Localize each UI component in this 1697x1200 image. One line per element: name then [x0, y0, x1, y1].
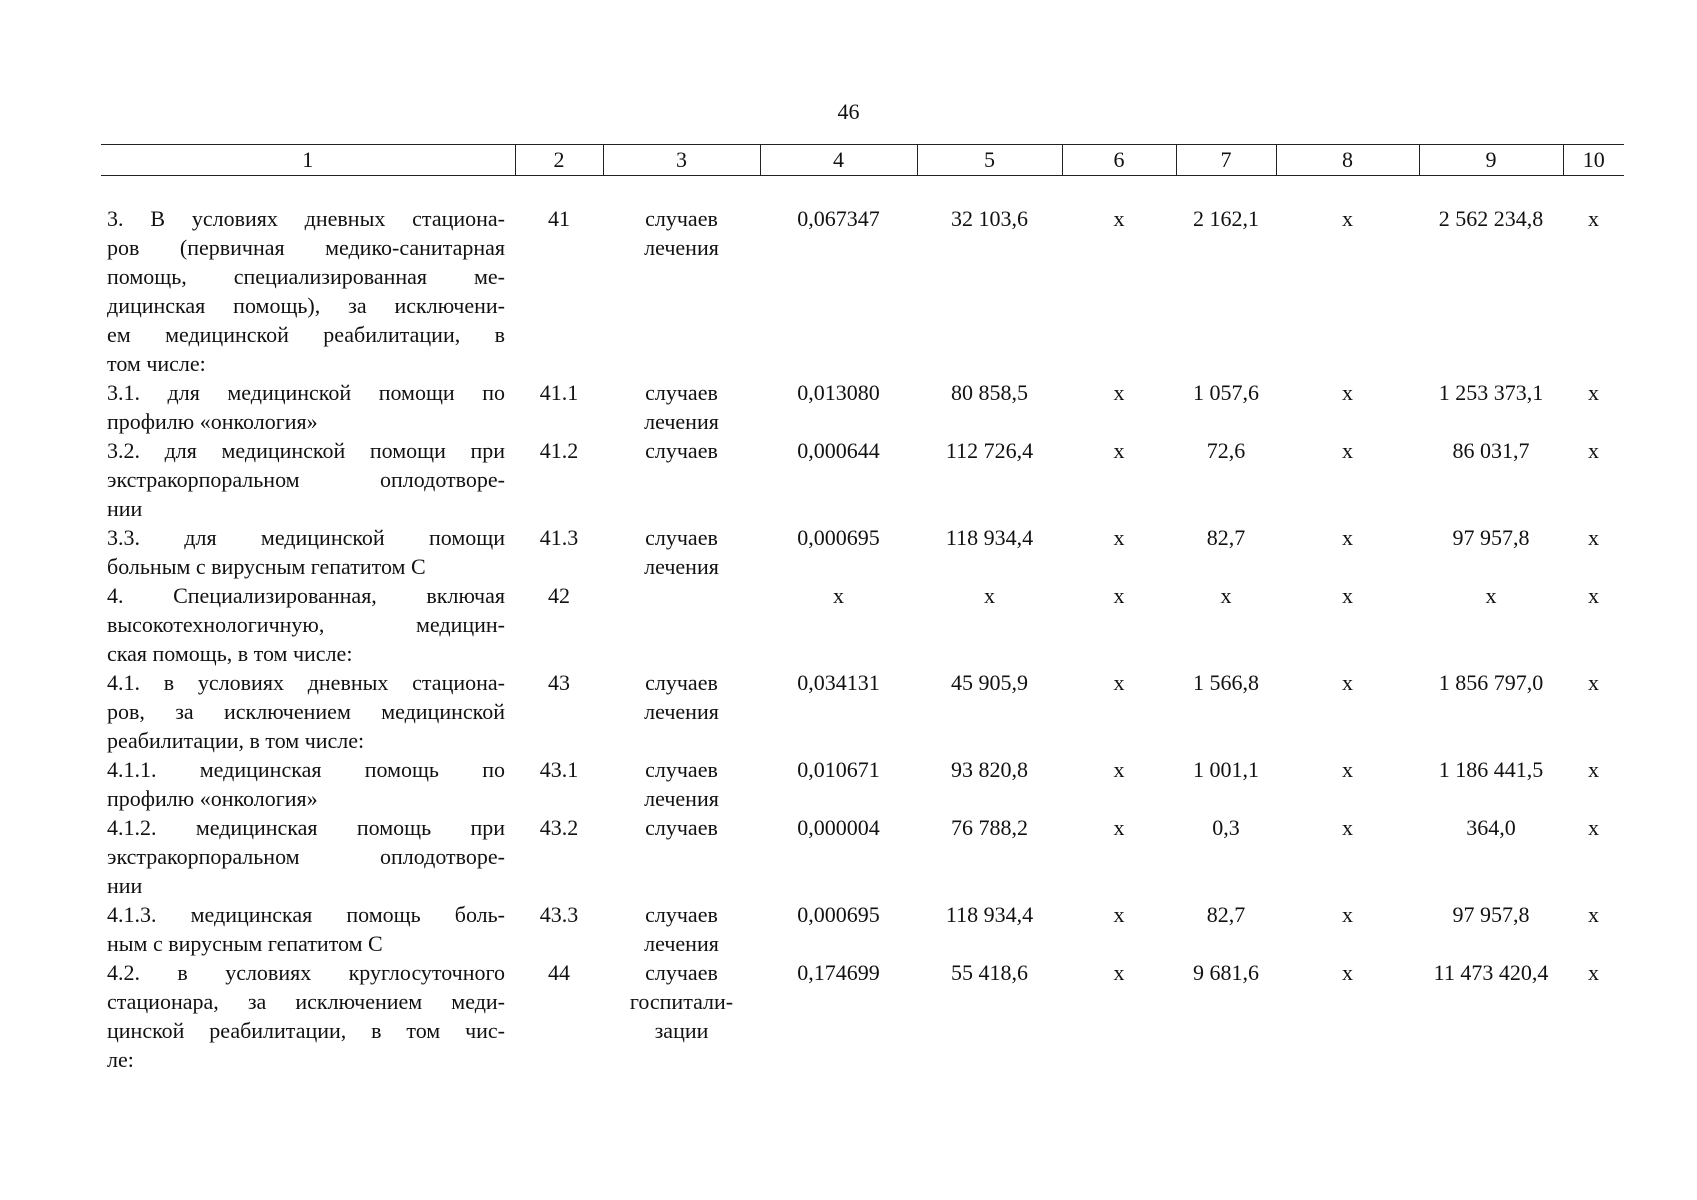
value-cell-col7: 2 162,1: [1193, 206, 1259, 231]
indicator-name-line: экстракорпоральном оплодотворе-: [107, 467, 505, 492]
indicator-name-line: ров (первичная медико-санитарная: [107, 235, 505, 260]
column-header-9: 9: [1419, 145, 1563, 176]
value-cell-col7: 82,7: [1206, 525, 1246, 550]
indicator-name-line: том числе:: [107, 351, 206, 376]
value-cell-col7: 1 566,8: [1193, 670, 1259, 695]
indicator-name-cell: [101, 755, 515, 813]
row-code-cell: 43.3: [539, 902, 579, 927]
unit-line: случаев: [645, 815, 718, 840]
row-code-cell: 41.2: [539, 438, 579, 463]
value-cell-col7: 82,7: [1206, 902, 1246, 927]
indicator-name-line: 3. В условиях дневных стациона-: [107, 206, 505, 231]
indicator-name-cell: [101, 523, 515, 581]
value-cell-col4: 0,000695: [797, 902, 880, 927]
value-cell-col10: х: [1588, 525, 1599, 550]
unit-cell: [603, 668, 760, 755]
unit-cell: [603, 523, 760, 581]
value-cell-col5: 80 858,5: [951, 380, 1028, 405]
indicator-name-cell: [101, 813, 515, 900]
page-number: 46: [837, 99, 860, 124]
value-cell-col4: 0,174699: [797, 960, 880, 985]
value-cell-col8: х: [1342, 583, 1353, 608]
indicator-name-line: профилю «онкология»: [107, 409, 318, 434]
row-code-cell: 43.1: [539, 757, 579, 782]
row-code-cell: 41.3: [539, 525, 579, 550]
value-cell-col6: х: [1113, 525, 1125, 550]
indicator-name-line: высокотехнологичную, медицин-: [107, 612, 505, 637]
indicator-name-line: профилю «онкология»: [107, 786, 318, 811]
row-code-cell: 44: [548, 960, 570, 985]
indicator-name-line: ем медицинской реабилитации, в: [107, 322, 505, 347]
indicator-name-cell: [101, 958, 515, 1074]
value-cell-col6: х: [1113, 583, 1125, 608]
value-cell-col8: х: [1342, 438, 1353, 463]
value-cell-col7: 72,6: [1206, 438, 1246, 463]
indicator-name-line: реабилитации, в том числе:: [107, 728, 365, 753]
unit-line: случаев: [645, 438, 718, 463]
value-cell-col10: х: [1588, 960, 1599, 985]
value-cell-col5: 55 418,6: [951, 960, 1028, 985]
value-cell-col9: 1 253 373,1: [1438, 380, 1544, 405]
value-cell-col4: 0,000004: [797, 815, 880, 840]
unit-line: зации: [654, 1018, 709, 1043]
indicator-name-cell: [101, 581, 515, 668]
indicator-name-cell: [101, 436, 515, 523]
unit-line: лечения: [644, 235, 719, 260]
indicator-name-line: нии: [107, 873, 143, 898]
value-cell-col5: 45 905,9: [951, 670, 1028, 695]
indicator-name-cell: [101, 204, 515, 378]
indicator-name-line: стационара, за исключением меди-: [107, 989, 505, 1014]
indicator-name-line: ская помощь, в том числе:: [107, 641, 353, 666]
indicator-name-line: цинской реабилитации, в том чис-: [107, 1018, 505, 1043]
unit-line: случаев: [645, 960, 718, 985]
value-cell-col5: 93 820,8: [951, 757, 1028, 782]
value-cell-col5: 112 726,4: [945, 438, 1034, 463]
table-row: [101, 523, 1624, 581]
indicator-name-line: экстракорпоральном оплодотворе-: [107, 844, 505, 869]
column-header-10: 10: [1563, 145, 1624, 176]
value-cell-col6: х: [1113, 815, 1125, 840]
row-code-cell: 43: [548, 670, 570, 695]
value-cell-col8: х: [1342, 902, 1353, 927]
unit-line: случаев: [645, 206, 718, 231]
value-cell-col10: х: [1588, 380, 1599, 405]
unit-line: лечения: [644, 554, 719, 579]
value-cell-col4: 0,034131: [797, 670, 880, 695]
value-cell-col4: х: [833, 583, 844, 608]
table-row: [101, 668, 1624, 755]
row-code-cell: 41: [548, 206, 570, 231]
value-cell-col6: х: [1113, 206, 1125, 231]
value-cell-col7: 0,3: [1212, 815, 1240, 840]
unit-line: случаев: [645, 380, 718, 405]
value-cell-col9: 97 957,8: [1452, 525, 1530, 550]
value-cell-col8: х: [1342, 815, 1353, 840]
indicator-name-line: нии: [107, 496, 143, 521]
indicator-name-line: 4.1. в условиях дневных стациона-: [107, 670, 505, 695]
value-cell-col7: 1 057,6: [1193, 380, 1259, 405]
value-cell-col7: 9 681,6: [1193, 960, 1259, 985]
unit-cell: [603, 900, 760, 958]
value-cell-col6: х: [1113, 757, 1125, 782]
column-header-5: 5: [917, 145, 1062, 176]
unit-cell: [603, 755, 760, 813]
indicator-name-line: 3.1. для медицинской помощи по: [107, 380, 505, 405]
value-cell-col6: х: [1113, 438, 1125, 463]
value-cell-col9: х: [1485, 583, 1497, 608]
table-row: [101, 581, 1624, 668]
value-cell-col9: 97 957,8: [1452, 902, 1530, 927]
indicator-name-line: больным с вирусным гепатитом С: [107, 554, 426, 579]
value-cell-col10: х: [1588, 583, 1599, 608]
value-cell-col8: х: [1342, 380, 1353, 405]
indicator-name-line: ным с вирусным гепатитом С: [107, 931, 383, 956]
unit-line: случаев: [645, 757, 718, 782]
table-row: [101, 813, 1624, 900]
indicator-name-line: дицинская помощь), за исключени-: [107, 293, 505, 318]
header-row: [101, 145, 1624, 176]
indicator-name-line: помощь, специализированная ме-: [107, 264, 505, 289]
column-header-3: 3: [603, 145, 760, 176]
value-cell-col9: 2 562 234,8: [1438, 206, 1544, 231]
value-cell-col5: 118 934,4: [945, 525, 1034, 550]
unit-cell: [603, 204, 760, 378]
value-cell-col5: 32 103,6: [951, 206, 1028, 231]
value-cell-col8: х: [1342, 670, 1353, 695]
value-cell-col6: х: [1113, 902, 1125, 927]
unit-line: лечения: [644, 786, 719, 811]
column-header-2: 2: [515, 145, 603, 176]
unit-cell: [603, 436, 760, 523]
value-cell-col8: х: [1342, 757, 1353, 782]
value-cell-col4: 0,010671: [797, 757, 880, 782]
indicator-name-cell: [101, 378, 515, 436]
table-row: [101, 378, 1624, 436]
spacer-row: [101, 176, 1624, 205]
value-cell-col9: 1 186 441,5: [1438, 757, 1544, 782]
value-cell-col4: 0,067347: [797, 206, 880, 231]
indicator-name-line: ров, за исключением медицинской: [107, 699, 505, 724]
value-cell-col6: х: [1113, 380, 1125, 405]
value-cell-col10: х: [1588, 757, 1599, 782]
unit-line: лечения: [644, 931, 719, 956]
value-cell-col9: 86 031,7: [1452, 438, 1530, 463]
indicator-name-line: 3.3. для медицинской помощи: [107, 525, 505, 550]
indicator-name-line: ле:: [107, 1047, 134, 1072]
value-cell-col4: 0,000644: [797, 438, 880, 463]
value-cell-col8: х: [1342, 206, 1353, 231]
table-row: [101, 900, 1624, 958]
unit-line: лечения: [644, 699, 719, 724]
indicator-name-line: 4. Специализированная, включая: [107, 583, 505, 608]
column-header-6: 6: [1062, 145, 1176, 176]
column-header-4: 4: [760, 145, 917, 176]
indicator-name-line: 4.2. в условиях круглосуточного: [107, 960, 505, 985]
value-cell-col8: х: [1342, 525, 1353, 550]
table-row: [101, 436, 1624, 523]
table-body: [101, 176, 1624, 1075]
unit-line: случаев: [645, 670, 718, 695]
value-cell-col5: х: [984, 583, 995, 608]
unit-cell: [603, 813, 760, 900]
unit-cell: [603, 958, 760, 1074]
value-cell-col7: 1 001,1: [1193, 757, 1259, 782]
value-cell-col8: х: [1342, 960, 1353, 985]
value-cell-col9: 364,0: [1466, 815, 1516, 840]
value-cell-col10: х: [1588, 902, 1599, 927]
indicator-name-cell: [101, 668, 515, 755]
column-header-1: 1: [101, 145, 515, 176]
value-cell-col6: х: [1113, 960, 1125, 985]
value-cell-col10: х: [1588, 206, 1599, 231]
value-cell-col6: х: [1113, 670, 1125, 695]
unit-cell: [603, 581, 760, 668]
indicator-name-line: 4.1.2. медицинская помощь при: [107, 815, 505, 840]
column-header-7: 7: [1176, 145, 1276, 176]
row-code-cell: 42: [548, 583, 570, 608]
row-code-cell: 43.2: [539, 815, 579, 840]
unit-cell: [603, 378, 760, 436]
indicator-name-line: 4.1.3. медицинская помощь боль-: [107, 902, 505, 927]
value-cell-col10: х: [1588, 670, 1599, 695]
unit-line: случаев: [645, 902, 718, 927]
table-row: [101, 204, 1624, 378]
value-cell-col10: х: [1588, 438, 1599, 463]
indicator-name-line: 3.2. для медицинской помощи при: [107, 438, 505, 463]
value-cell-col9: 11 473 420,4: [1433, 960, 1549, 985]
unit-line: госпитали-: [629, 989, 734, 1014]
row-code-cell: 41.1: [539, 380, 579, 405]
value-cell-col10: х: [1588, 815, 1599, 840]
table-row: [101, 755, 1624, 813]
indicator-name-cell: [101, 900, 515, 958]
table-header: [101, 145, 1624, 176]
table-row: [101, 958, 1624, 1074]
value-cell-col9: 1 856 797,0: [1438, 670, 1544, 695]
value-cell-col5: 118 934,4: [945, 902, 1034, 927]
value-cell-col4: 0,013080: [797, 380, 880, 405]
unit-line: случаев: [645, 525, 718, 550]
indicator-name-line: 4.1.1. медицинская помощь по: [107, 757, 505, 782]
value-cell-col5: 76 788,2: [951, 815, 1028, 840]
value-cell-col7: х: [1220, 583, 1232, 608]
column-header-8: 8: [1276, 145, 1419, 176]
unit-line: лечения: [644, 409, 719, 434]
data-table: [101, 144, 1624, 1074]
value-cell-col4: 0,000695: [797, 525, 880, 550]
